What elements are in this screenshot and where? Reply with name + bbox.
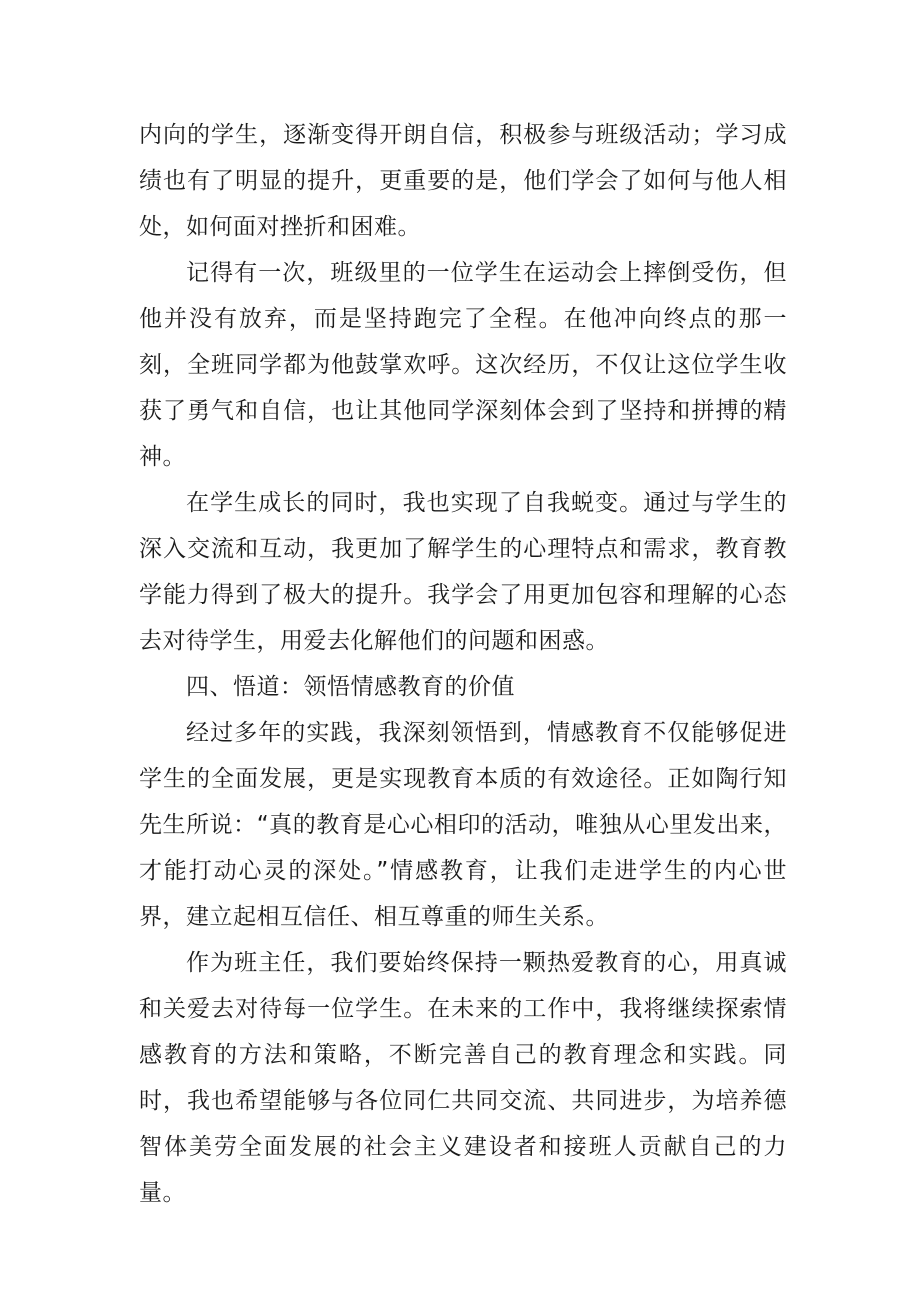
section-heading-enlightenment: 四、悟道：领悟情感教育的价值 [186,674,515,700]
paragraph-teacher-transformation: 在学生成长的同时，我也实现了自我蜕变。通过与学生的深入交流和互动，我更加了解学生的心理特点和需求，教育教学能力得到了极大的提升。我学会了用更加包容和理解的心态去对待学生，用爱去化解他们的问题和困惑。 [139,490,787,654]
paragraph-sports-meet-story: 记得有一次，班级里的一位学生在运动会上摔倒受伤，但他并没有放弃，而是坚持跑完了全程。在他冲向终点的那一刻，全班同学都为他鼓掌欢呼。这次经历，不仅让这位学生收获了勇气和自信，也让其他同学深刻体会到了坚持和拼搏的精神。 [139,260,787,470]
paragraph-class-teacher-commitment: 作为班主任，我们要始终保持一颗热爱教育的心，用真诚和关爱去对待每一位学生。在未来的工作中，我将继续探索情感教育的方法和策略，不断完善自己的教育理念和实践。同时，我也希望能够与各位同仁共同交流、共同进步，为培养德智体美劳全面发展的社会主义建设者和接班人贡献自己的力量。 [139,950,787,1206]
paragraph-students-growth: 内向的学生，逐渐变得开朗自信，积极参与班级活动；学习成绩也有了明显的提升，更重要的是，他们学会了如何与他人相处，如何面对挫折和困难。 [139,122,787,240]
paragraph-emotional-education-value: 经过多年的实践，我深刻领悟到，情感教育不仅能够促进学生的全面发展，更是实现教育本质的有效途径。正如陶行知先生所说：“真的教育是心心相印的活动，唯独从心里发出来，才能打动心灵的深处。”情感教育，让我们走进学生的内心世界，建立起相互信任、相互尊重的师生关系。 [139,720,787,930]
document-body [139,112,787,1216]
